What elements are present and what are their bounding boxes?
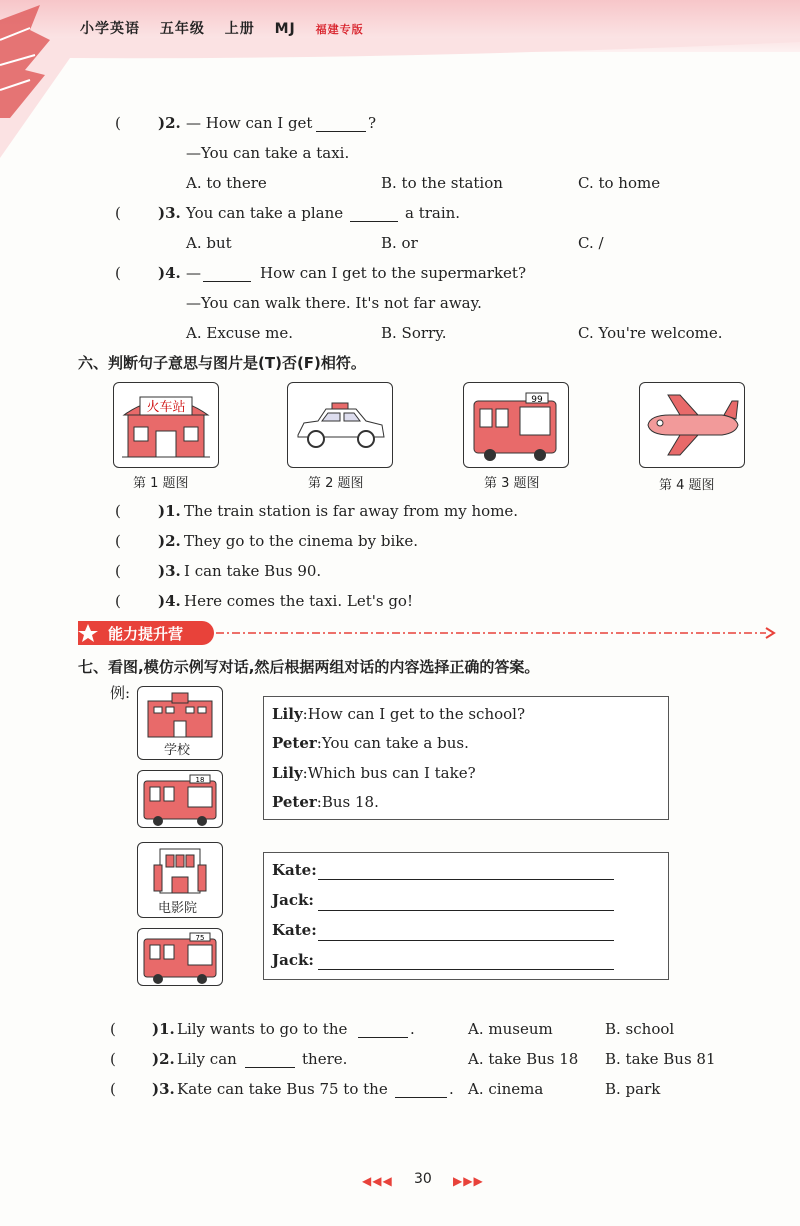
caption-1: 第 1 题图 <box>133 476 189 491</box>
answer-line[interactable] <box>318 969 614 970</box>
paren: ( <box>115 532 121 550</box>
cinema-label: 电影院 <box>158 901 198 916</box>
grade: 五年级 <box>159 21 205 37</box>
q5-4-opt-c: C. You're welcome. <box>578 324 723 342</box>
q5-2-blank[interactable] <box>316 131 366 132</box>
q5-3-line1: You can take a plane <box>186 204 344 222</box>
q5-3-blank[interactable] <box>350 221 398 222</box>
q7-1-opt-a: A. museum <box>468 1020 553 1038</box>
q7-2-end: there. <box>302 1050 348 1068</box>
page-number: 30 <box>414 1171 432 1187</box>
bus-picture <box>463 382 569 468</box>
bus1-number: 18 <box>195 776 205 784</box>
train-station-picture <box>113 382 219 468</box>
example-dialogue-box <box>263 696 669 820</box>
answer-line[interactable] <box>318 879 614 880</box>
next-arrows-icon: ▶▶▶ <box>453 1174 484 1188</box>
q7-1-end: . <box>410 1020 415 1038</box>
dialogue-speaker: Kate: <box>272 921 317 939</box>
q5-4-opt-a: A. Excuse me. <box>186 324 294 342</box>
part7-title: 七、看图,模仿示例写对话,然后根据两组对话的内容选择正确的答案。 <box>78 658 540 676</box>
dialogue-line: Peter:Bus 18. <box>272 793 379 811</box>
bus2-number: 75 <box>195 934 205 942</box>
dialogue-line: Peter:You can take a bus. <box>272 734 469 752</box>
train-station-icon <box>114 383 218 467</box>
q7-3-end: . <box>449 1080 454 1098</box>
bus-icon <box>138 929 222 985</box>
q5-3-num: )3. <box>158 204 181 222</box>
q5-2-line1: — How can I get <box>186 114 313 132</box>
station-sign: 火车站 <box>146 400 186 415</box>
s6-2-text: They go to the cinema by bike. <box>184 532 418 550</box>
example-label: 例: <box>110 684 131 702</box>
q5-2-opt-b: B. to the station <box>381 174 503 192</box>
q5-2-qmark: ? <box>368 114 377 132</box>
header-curve <box>0 38 800 158</box>
s6-2-num: )2. <box>158 532 181 550</box>
s6-4-num: )4. <box>158 592 181 610</box>
paren: ( <box>110 1050 116 1068</box>
q7-2-num: )2. <box>152 1050 175 1068</box>
header-title <box>80 18 378 38</box>
term: 上册 <box>224 21 255 37</box>
q5-2-paren: ( <box>115 114 121 132</box>
q7-3-opt-b: B. park <box>605 1080 661 1098</box>
school-icon <box>138 687 222 741</box>
q5-3-opt-c: C. / <box>578 234 604 252</box>
taxi-icon <box>288 383 392 467</box>
taxi-picture <box>287 382 393 468</box>
plane-icon <box>640 383 744 467</box>
q5-3-line2: a train. <box>405 204 461 222</box>
q5-2-opt-c: C. to home <box>578 174 661 192</box>
bus18-picture <box>137 770 223 828</box>
pagoda-roof-icon <box>0 0 60 120</box>
caption-2: 第 2 题图 <box>308 476 364 491</box>
q5-2-num: )2. <box>158 114 181 132</box>
plane-picture <box>639 382 745 468</box>
q7-2-opt-a: A. take Bus 18 <box>468 1050 579 1068</box>
star-icon <box>78 623 106 643</box>
bus-icon <box>138 771 222 827</box>
q5-3-opt-a: A. but <box>186 234 232 252</box>
paren: ( <box>115 562 121 580</box>
answer-line[interactable] <box>318 910 614 911</box>
dashed-rule <box>216 626 778 640</box>
s6-3-text: I can take Bus 90. <box>184 562 322 580</box>
q5-2-line2: —You can take a taxi. <box>186 144 350 162</box>
q7-2-stem: Lily can <box>177 1050 237 1068</box>
q7-2-blank[interactable] <box>245 1067 295 1068</box>
edition-tag: 福建专版 <box>315 23 364 36</box>
q7-2-opt-b: B. take Bus 81 <box>605 1050 716 1068</box>
q7-3-blank[interactable] <box>395 1097 447 1098</box>
banner-label: 能力提升营 <box>108 625 184 643</box>
dialogue-speaker: Kate: <box>272 861 317 879</box>
q5-4-paren: ( <box>115 264 121 282</box>
dialogue-speaker: Jack: <box>272 891 314 909</box>
q5-3-paren: ( <box>115 204 121 222</box>
q7-3-opt-a: A. cinema <box>468 1080 544 1098</box>
school-label: 学校 <box>164 743 191 758</box>
bus-number: 99 <box>531 395 543 405</box>
cinema-icon <box>138 843 222 897</box>
bus-icon <box>464 383 568 467</box>
paren: ( <box>115 502 121 520</box>
q5-4-line1: How can I get to the supermarket? <box>260 264 527 282</box>
s6-1-text: The train station is far away from my home. <box>184 502 519 520</box>
school-picture <box>137 686 223 760</box>
q7-1-num: )1. <box>152 1020 175 1038</box>
q5-2-opt-a: A. to there <box>186 174 267 192</box>
paren: ( <box>110 1020 116 1038</box>
blank-dialogue-box <box>263 852 669 980</box>
q7-3-stem: Kate can take Bus 75 to the <box>177 1080 388 1098</box>
bus75-picture <box>137 928 223 986</box>
dialogue-speaker: Jack: <box>272 951 314 969</box>
s6-3-num: )3. <box>158 562 181 580</box>
s6-4-text: Here comes the taxi. Let's go! <box>184 592 413 610</box>
dialogue-line: Lily:Which bus can I take? <box>272 764 476 782</box>
answer-line[interactable] <box>318 940 614 941</box>
paren: ( <box>110 1080 116 1098</box>
q5-4-opt-b: B. Sorry. <box>381 324 447 342</box>
subject: 小学英语 <box>80 21 140 37</box>
q5-4-dash: — <box>186 264 201 282</box>
q7-1-blank[interactable] <box>358 1037 408 1038</box>
caption-3: 第 3 题图 <box>484 476 540 491</box>
q7-3-num: )3. <box>152 1080 175 1098</box>
dialogue-line: Lily:How can I get to the school? <box>272 705 526 723</box>
prev-arrows-icon: ◀◀◀ <box>362 1174 393 1188</box>
s6-1-num: )1. <box>158 502 181 520</box>
caption-4: 第 4 题图 <box>659 478 715 493</box>
q5-4-line2: —You can walk there. It's not far away. <box>186 294 482 312</box>
paren: ( <box>115 592 121 610</box>
cinema-picture <box>137 842 223 918</box>
edition: MJ <box>274 21 296 37</box>
part6-title: 六、判断句子意思与图片是(T)否(F)相符。 <box>78 354 366 372</box>
q7-1-opt-b: B. school <box>605 1020 675 1038</box>
q5-4-num: )4. <box>158 264 181 282</box>
q5-3-opt-b: B. or <box>381 234 418 252</box>
q7-1-stem: Lily wants to go to the <box>177 1020 348 1038</box>
q5-4-blank[interactable] <box>203 281 251 282</box>
